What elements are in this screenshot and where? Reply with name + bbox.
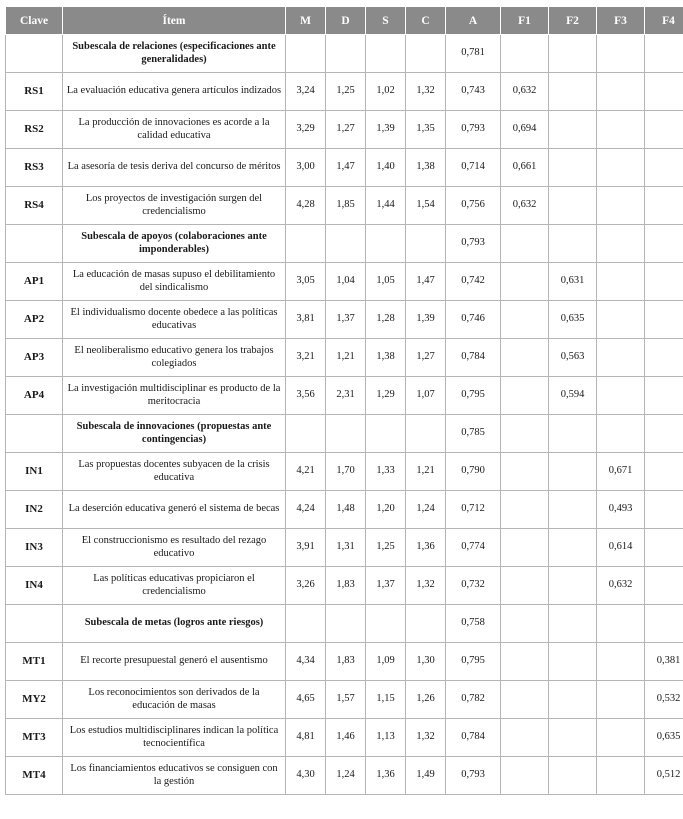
cell-a: 0,742: [446, 263, 501, 301]
cell-clave: RS2: [6, 111, 63, 149]
cell-clave: MY2: [6, 681, 63, 719]
cell-c: 1,26: [406, 681, 446, 719]
cell-s: [366, 225, 406, 263]
cell-m: [286, 415, 326, 453]
header-f4: F4: [645, 7, 683, 35]
cell-clave: RS1: [6, 73, 63, 111]
cell-f3: [597, 187, 645, 225]
cell-c: 1,27: [406, 339, 446, 377]
cell-item: Las políticas educativas propiciaron el credencialismo: [63, 567, 286, 605]
cell-item: Los estudios multidisciplinares indican la política tecnocientífica: [63, 719, 286, 757]
cell-f3: [597, 263, 645, 301]
cell-d: 1,70: [326, 453, 366, 491]
cell-clave: MT4: [6, 757, 63, 795]
cell-m: 4,28: [286, 187, 326, 225]
cell-clave: [6, 35, 63, 73]
cell-clave: [6, 605, 63, 643]
cell-c: 1,32: [406, 73, 446, 111]
cell-a: 0,793: [446, 111, 501, 149]
cell-s: 1,44: [366, 187, 406, 225]
cell-f4: [645, 263, 683, 301]
cell-f1: [501, 757, 549, 795]
cell-d: 1,31: [326, 529, 366, 567]
cell-f3: [597, 643, 645, 681]
cell-d: 1,21: [326, 339, 366, 377]
cell-clave: RS4: [6, 187, 63, 225]
cell-clave: AP3: [6, 339, 63, 377]
cell-m: 3,81: [286, 301, 326, 339]
cell-f4: [645, 339, 683, 377]
cell-c: [406, 415, 446, 453]
cell-clave: [6, 225, 63, 263]
cell-m: 3,29: [286, 111, 326, 149]
cell-a: 0,793: [446, 757, 501, 795]
cell-f4: [645, 225, 683, 263]
subscale-title: Subescala de relaciones (especificaciones ante generalidades): [63, 35, 286, 73]
cell-f3: [597, 415, 645, 453]
cell-f1: [501, 605, 549, 643]
cell-c: 1,54: [406, 187, 446, 225]
cell-d: 1,47: [326, 149, 366, 187]
header-s: S: [366, 7, 406, 35]
cell-a: 0,795: [446, 643, 501, 681]
cell-s: 1,33: [366, 453, 406, 491]
cell-item: La investigación multidisciplinar es producto de la meritocracia: [63, 377, 286, 415]
cell-m: [286, 605, 326, 643]
cell-a: 0,743: [446, 73, 501, 111]
cell-d: 1,46: [326, 719, 366, 757]
cell-m: [286, 225, 326, 263]
cell-s: 1,36: [366, 757, 406, 795]
cell-clave: RS3: [6, 149, 63, 187]
cell-f1: 0,632: [501, 187, 549, 225]
cell-s: 1,37: [366, 567, 406, 605]
cell-c: [406, 225, 446, 263]
cell-item: Los financiamientos educativos se consiguen con la gestión: [63, 757, 286, 795]
cell-f2: [549, 605, 597, 643]
cell-d: 1,27: [326, 111, 366, 149]
cell-a: 0,781: [446, 35, 501, 73]
cell-f4: [645, 529, 683, 567]
cell-m: 3,26: [286, 567, 326, 605]
cell-m: 3,00: [286, 149, 326, 187]
cell-f2: 0,635: [549, 301, 597, 339]
cell-f2: [549, 35, 597, 73]
table-row: [6, 757, 683, 795]
cell-f3: [597, 757, 645, 795]
cell-f4: [645, 73, 683, 111]
cell-f3: 0,632: [597, 567, 645, 605]
header-item: Ítem: [63, 7, 286, 35]
cell-d: 1,48: [326, 491, 366, 529]
cell-m: 4,81: [286, 719, 326, 757]
cell-f3: [597, 301, 645, 339]
cell-f4: 0,381: [645, 643, 683, 681]
cell-d: 1,83: [326, 643, 366, 681]
header-clave: Clave: [6, 7, 63, 35]
cell-c: [406, 605, 446, 643]
table-row: [6, 567, 683, 605]
cell-c: 1,30: [406, 643, 446, 681]
table-row: [6, 529, 683, 567]
cell-f1: [501, 225, 549, 263]
cell-f1: 0,694: [501, 111, 549, 149]
header-m: M: [286, 7, 326, 35]
cell-f1: [501, 719, 549, 757]
cell-m: 4,34: [286, 643, 326, 681]
cell-f1: [501, 377, 549, 415]
header-d: D: [326, 7, 366, 35]
cell-s: [366, 605, 406, 643]
cell-m: 3,05: [286, 263, 326, 301]
cell-item: La evaluación educativa genera artículos indizados: [63, 73, 286, 111]
cell-item: La asesoría de tesis deriva del concurso de méritos: [63, 149, 286, 187]
cell-f3: [597, 111, 645, 149]
cell-f4: [645, 111, 683, 149]
cell-a: 0,784: [446, 719, 501, 757]
cell-f3: [597, 339, 645, 377]
table-row: [6, 73, 683, 111]
cell-a: 0,756: [446, 187, 501, 225]
cell-a: 0,746: [446, 301, 501, 339]
cell-a: 0,793: [446, 225, 501, 263]
cell-s: 1,20: [366, 491, 406, 529]
header-f3: F3: [597, 7, 645, 35]
subscale-title: Subescala de innovaciones (propuestas ante contingencias): [63, 415, 286, 453]
cell-c: 1,35: [406, 111, 446, 149]
cell-s: 1,13: [366, 719, 406, 757]
table-row: [6, 377, 683, 415]
cell-c: 1,07: [406, 377, 446, 415]
cell-d: 1,57: [326, 681, 366, 719]
subscale-row: [6, 415, 683, 453]
cell-clave: MT3: [6, 719, 63, 757]
table-body: [6, 35, 683, 795]
cell-s: 1,02: [366, 73, 406, 111]
cell-a: 0,714: [446, 149, 501, 187]
cell-m: 4,30: [286, 757, 326, 795]
cell-a: 0,795: [446, 377, 501, 415]
subscale-row: [6, 225, 683, 263]
cell-d: [326, 225, 366, 263]
cell-c: 1,47: [406, 263, 446, 301]
table-row: [6, 453, 683, 491]
cell-s: 1,28: [366, 301, 406, 339]
cell-a: 0,712: [446, 491, 501, 529]
cell-m: 4,21: [286, 453, 326, 491]
cell-f2: [549, 491, 597, 529]
cell-f3: [597, 605, 645, 643]
cell-f1: [501, 415, 549, 453]
cell-d: [326, 605, 366, 643]
cell-f1: [501, 491, 549, 529]
cell-f2: [549, 415, 597, 453]
cell-s: 1,09: [366, 643, 406, 681]
cell-clave: IN1: [6, 453, 63, 491]
cell-c: 1,32: [406, 567, 446, 605]
cell-f4: [645, 567, 683, 605]
cell-a: 0,732: [446, 567, 501, 605]
cell-f1: [501, 681, 549, 719]
cell-f2: [549, 453, 597, 491]
cell-s: 1,25: [366, 529, 406, 567]
cell-f3: [597, 73, 645, 111]
table-row: [6, 149, 683, 187]
header-row: [6, 7, 683, 35]
cell-item: El neoliberalismo educativo genera los trabajos colegiados: [63, 339, 286, 377]
cell-f3: [597, 681, 645, 719]
cell-f3: 0,493: [597, 491, 645, 529]
cell-d: [326, 415, 366, 453]
cell-m: 4,24: [286, 491, 326, 529]
cell-clave: IN3: [6, 529, 63, 567]
cell-f4: [645, 605, 683, 643]
cell-item: La educación de masas supuso el debilitamiento del sindicalismo: [63, 263, 286, 301]
cell-m: [286, 35, 326, 73]
cell-clave: AP1: [6, 263, 63, 301]
cell-f3: [597, 225, 645, 263]
cell-f3: [597, 377, 645, 415]
cell-m: 3,56: [286, 377, 326, 415]
cell-clave: AP2: [6, 301, 63, 339]
cell-f2: [549, 225, 597, 263]
cell-clave: AP4: [6, 377, 63, 415]
cell-c: 1,49: [406, 757, 446, 795]
cell-c: 1,24: [406, 491, 446, 529]
cell-s: [366, 415, 406, 453]
cell-item: La producción de innovaciones es acorde a la calidad educativa: [63, 111, 286, 149]
cell-m: 3,91: [286, 529, 326, 567]
cell-f1: [501, 35, 549, 73]
cell-f2: [549, 111, 597, 149]
cell-item: Las propuestas docentes subyacen de la crisis educativa: [63, 453, 286, 491]
cell-s: 1,40: [366, 149, 406, 187]
cell-d: 1,24: [326, 757, 366, 795]
cell-f4: [645, 415, 683, 453]
subscale-row: [6, 605, 683, 643]
cell-f1: [501, 567, 549, 605]
table-row: [6, 643, 683, 681]
cell-item: Los proyectos de investigación surgen del credencialismo: [63, 187, 286, 225]
cell-f4: 0,532: [645, 681, 683, 719]
cell-d: [326, 35, 366, 73]
table-row: [6, 187, 683, 225]
cell-item: La deserción educativa generó el sistema de becas: [63, 491, 286, 529]
cell-d: 2,31: [326, 377, 366, 415]
cell-d: 1,25: [326, 73, 366, 111]
cell-d: 1,04: [326, 263, 366, 301]
cell-d: 1,83: [326, 567, 366, 605]
cell-c: 1,32: [406, 719, 446, 757]
cell-m: 3,24: [286, 73, 326, 111]
cell-f2: 0,594: [549, 377, 597, 415]
header-f1: F1: [501, 7, 549, 35]
table-row: [6, 111, 683, 149]
cell-f4: [645, 491, 683, 529]
cell-f3: [597, 35, 645, 73]
cell-f1: [501, 301, 549, 339]
table-header: [6, 7, 683, 35]
cell-f2: [549, 643, 597, 681]
cell-c: 1,21: [406, 453, 446, 491]
table-row: [6, 301, 683, 339]
cell-item: El individualismo docente obedece a las políticas educativas: [63, 301, 286, 339]
cell-clave: [6, 415, 63, 453]
cell-clave: IN2: [6, 491, 63, 529]
cell-s: 1,15: [366, 681, 406, 719]
cell-f1: [501, 339, 549, 377]
cell-f3: 0,671: [597, 453, 645, 491]
cell-item: Los reconocimientos son derivados de la educación de masas: [63, 681, 286, 719]
cell-c: 1,39: [406, 301, 446, 339]
cell-f2: 0,563: [549, 339, 597, 377]
header-c: C: [406, 7, 446, 35]
cell-item: El recorte presupuestal generó el ausentismo: [63, 643, 286, 681]
cell-f4: [645, 377, 683, 415]
cell-f4: [645, 301, 683, 339]
cell-a: 0,790: [446, 453, 501, 491]
cell-f3: 0,614: [597, 529, 645, 567]
cell-f2: [549, 719, 597, 757]
cell-f1: [501, 643, 549, 681]
cell-item: El construccionismo es resultado del rezago educativo: [63, 529, 286, 567]
table-row: [6, 339, 683, 377]
cell-f4: [645, 149, 683, 187]
cell-clave: MT1: [6, 643, 63, 681]
header-a: A: [446, 7, 501, 35]
cell-f1: 0,661: [501, 149, 549, 187]
cell-a: 0,782: [446, 681, 501, 719]
cell-f4: 0,635: [645, 719, 683, 757]
cell-d: 1,37: [326, 301, 366, 339]
cell-s: 1,39: [366, 111, 406, 149]
cell-f4: 0,512: [645, 757, 683, 795]
item-statistics-table: [5, 6, 683, 795]
cell-f2: [549, 187, 597, 225]
cell-f1: [501, 263, 549, 301]
cell-clave: IN4: [6, 567, 63, 605]
cell-f4: [645, 35, 683, 73]
cell-s: 1,05: [366, 263, 406, 301]
cell-f4: [645, 187, 683, 225]
cell-c: [406, 35, 446, 73]
cell-f1: [501, 453, 549, 491]
cell-d: 1,85: [326, 187, 366, 225]
cell-s: [366, 35, 406, 73]
table-row: [6, 263, 683, 301]
cell-f2: [549, 149, 597, 187]
subscale-title: Subescala de metas (logros ante riesgos): [63, 605, 286, 643]
cell-f2: [549, 73, 597, 111]
cell-f4: [645, 453, 683, 491]
subscale-title: Subescala de apoyos (colaboraciones ante imponderables): [63, 225, 286, 263]
cell-a: 0,774: [446, 529, 501, 567]
cell-f2: [549, 757, 597, 795]
cell-f1: [501, 529, 549, 567]
cell-f2: [549, 681, 597, 719]
table-row: [6, 491, 683, 529]
cell-a: 0,758: [446, 605, 501, 643]
cell-f1: 0,632: [501, 73, 549, 111]
cell-a: 0,784: [446, 339, 501, 377]
cell-s: 1,29: [366, 377, 406, 415]
header-f2: F2: [549, 7, 597, 35]
cell-f2: 0,631: [549, 263, 597, 301]
subscale-row: [6, 35, 683, 73]
cell-m: 3,21: [286, 339, 326, 377]
cell-f3: [597, 719, 645, 757]
cell-f3: [597, 149, 645, 187]
cell-f2: [549, 529, 597, 567]
cell-c: 1,36: [406, 529, 446, 567]
cell-f2: [549, 567, 597, 605]
cell-c: 1,38: [406, 149, 446, 187]
cell-m: 4,65: [286, 681, 326, 719]
cell-a: 0,785: [446, 415, 501, 453]
cell-s: 1,38: [366, 339, 406, 377]
table-row: [6, 719, 683, 757]
table-row: [6, 681, 683, 719]
